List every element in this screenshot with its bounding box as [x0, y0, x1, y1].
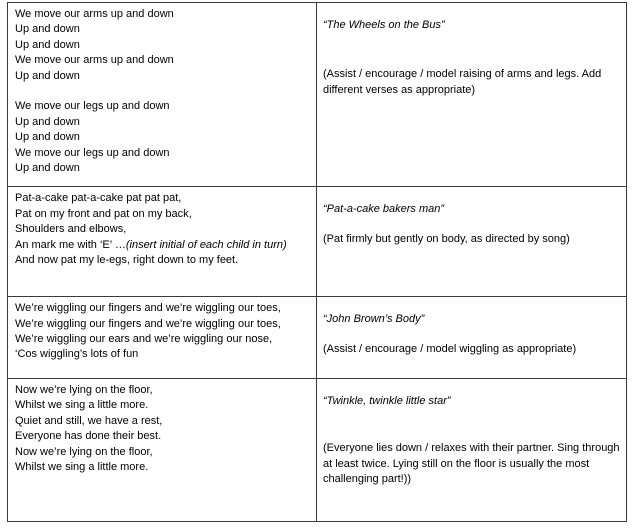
notes-cell [317, 3, 627, 187]
lyric-line: We move our arms up and down [15, 54, 174, 67]
lyric-line: We move our legs up and down [15, 100, 170, 113]
lyric-line: Pat-a-cake pat-a-cake pat pat pat, [15, 192, 182, 205]
lyric-line: Now we’re lying on the floor, [15, 383, 153, 396]
lyrics-cell [8, 187, 317, 297]
song-note: (Everyone lies down / relaxes with their partner. Sing through at least twice. Lying still on the floor is usually the most challenging part!)) [323, 442, 620, 486]
lyric-line: Pat on my front and pat on my back, [15, 207, 192, 220]
lyric-line: Up and down [15, 162, 80, 175]
lyric-line: Up and down [15, 23, 80, 36]
song-note: (Pat firmly but gently on body, as directed by song) [323, 232, 570, 245]
songs-table [7, 2, 627, 522]
lyrics-cell [8, 3, 317, 187]
song-title: “Pat-a-cake bakers man” [323, 203, 445, 216]
lyric-line: Shoulders and elbows, [15, 223, 127, 236]
song-note: (Assist / encourage / model raising of arms and legs. Add different verses as appropriate) [323, 68, 602, 96]
lyrics-cell [8, 297, 317, 379]
lyric-line: We move our arms up and down [15, 8, 174, 20]
lyrics-cell [8, 378, 317, 521]
song-note: (Assist / encourage / model wiggling as appropriate) [323, 342, 577, 355]
lyric-line: We’re wiggling our ears and we’re wiggling our nose, [15, 333, 273, 346]
lyric-line: Whilst we sing a little more. [15, 460, 149, 473]
lyric-line: We’re wiggling our fingers and we’re wiggling our toes, [15, 317, 281, 330]
lyric-line: Quiet and still, we have a rest, [15, 414, 163, 427]
lyric-line: Up and down [15, 115, 80, 128]
lyric-line: Now we’re lying on the floor, [15, 445, 153, 458]
notes-cell [317, 378, 627, 521]
lyric-line: Whilst we sing a little more. [15, 399, 149, 412]
table-row [8, 378, 627, 521]
lyric-line: We move our legs up and down [15, 146, 170, 159]
song-title: “John Brown’s Body” [323, 313, 425, 326]
song-title: “Twinkle, twinkle little star” [323, 394, 451, 407]
lyric-line-text: An mark me with ‘E’ … [15, 238, 126, 251]
lyric-line: Up and down [15, 38, 80, 51]
notes-cell [317, 187, 627, 297]
lyric-line: Up and down [15, 69, 80, 82]
lyric-instruction: (insert initial of each child in turn) [125, 238, 287, 251]
lyric-line: ‘Cos wiggling’s lots of fun [15, 348, 139, 361]
lyric-line: And now pat my le-egs, right down to my feet. [15, 254, 239, 267]
notes-cell [317, 297, 627, 379]
table-row [8, 187, 627, 297]
table-row [8, 3, 627, 187]
lyric-line: Everyone has done their best. [15, 430, 162, 443]
lyric-line [15, 238, 316, 253]
verse-gap [15, 84, 316, 99]
lyric-line: We’re wiggling our fingers and we’re wiggling our toes, [15, 302, 281, 315]
table-row [8, 297, 627, 379]
song-title: “The Wheels on the Bus” [323, 19, 445, 31]
lyric-line: Up and down [15, 131, 80, 144]
